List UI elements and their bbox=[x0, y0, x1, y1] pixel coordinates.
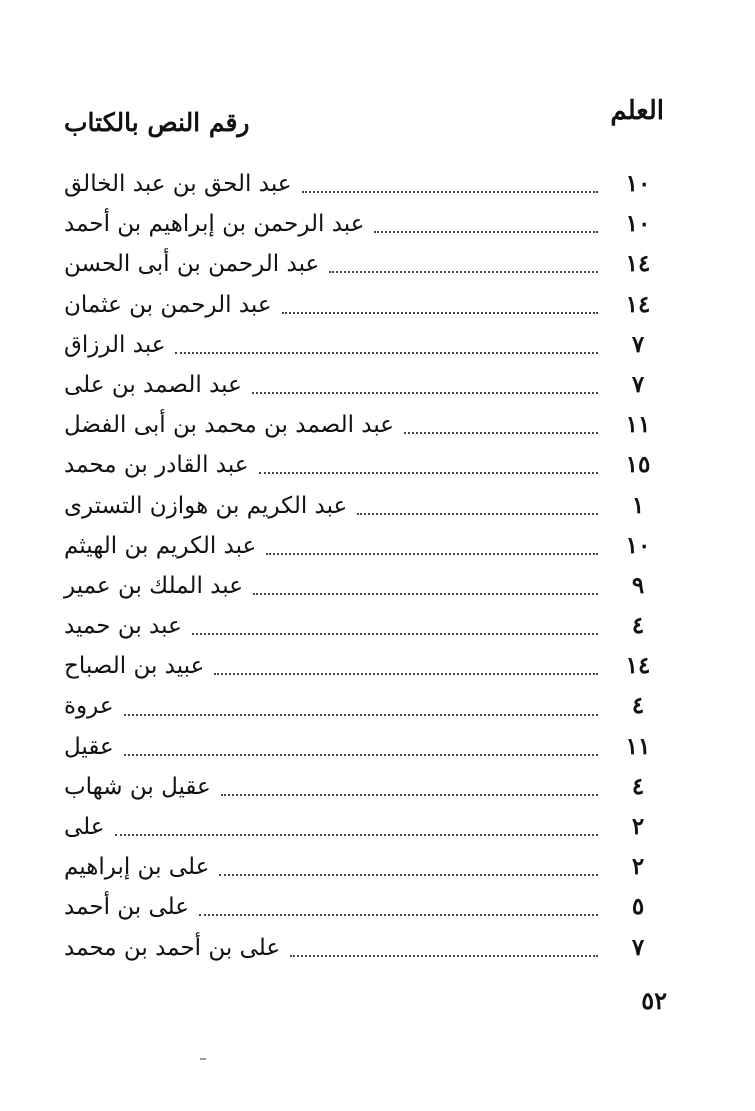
index-entry bbox=[64, 488, 664, 528]
entry-text-number: ١ bbox=[631, 491, 645, 519]
entry-name: عبد بن حميد bbox=[64, 613, 182, 640]
entry-text-number: ١٠ bbox=[625, 210, 651, 238]
entry-text-number: ١١ bbox=[625, 732, 651, 760]
entry-name: عبد الملك بن عمير bbox=[64, 572, 243, 599]
dot-leader bbox=[175, 352, 598, 354]
index-entry bbox=[64, 407, 664, 447]
entry-name: عبد القادر بن محمد bbox=[64, 452, 249, 479]
entry-text-number: ١٠ bbox=[625, 170, 651, 197]
entry-name: عروة bbox=[64, 693, 114, 720]
dot-leader bbox=[115, 834, 598, 836]
entry-name: على بن أحمد bbox=[64, 894, 190, 921]
dot-leader bbox=[192, 633, 598, 635]
entry-text-number: ١٥ bbox=[625, 451, 651, 479]
page-number: ٥٢ bbox=[641, 986, 667, 1015]
index-entry bbox=[64, 447, 664, 487]
index-entry bbox=[64, 648, 664, 688]
entry-name: عبد الكريم بن الهيثم bbox=[64, 532, 257, 559]
dot-leader bbox=[282, 312, 598, 314]
entry-text-number: ١٠ bbox=[625, 531, 651, 559]
index-entry bbox=[64, 930, 664, 970]
entry-text-number: ٩ bbox=[631, 571, 645, 599]
dot-leader bbox=[253, 593, 598, 595]
entry-name: عبد الرحمن بن أبى الحسن bbox=[64, 251, 320, 278]
entry-name: عبد الكريم بن هوازن التسترى bbox=[64, 492, 348, 519]
dot-leader bbox=[329, 271, 598, 273]
name-column-heading: العلم bbox=[610, 96, 664, 126]
dot-leader bbox=[302, 191, 599, 193]
scan-speck bbox=[200, 1058, 206, 1060]
index-entry bbox=[64, 889, 664, 929]
entry-name: عبد الصمد بن على bbox=[64, 371, 242, 398]
entry-text-number: ٤ bbox=[631, 692, 645, 720]
entry-name: عقيل بن شهاب bbox=[64, 773, 211, 800]
entry-name: على bbox=[64, 814, 105, 840]
dot-leader bbox=[290, 955, 598, 957]
entry-name: عبد الصمد بن محمد بن أبى الفضل bbox=[64, 412, 395, 439]
dot-leader bbox=[259, 472, 598, 474]
dot-leader bbox=[221, 794, 598, 796]
entry-text-number: ١٤ bbox=[625, 250, 651, 278]
name-index-list bbox=[64, 166, 664, 970]
entry-text-number: ١١ bbox=[625, 411, 651, 439]
index-entry bbox=[64, 206, 664, 246]
entry-text-number: ٥ bbox=[631, 893, 645, 921]
index-entry bbox=[64, 688, 664, 728]
index-entry bbox=[64, 769, 664, 809]
entry-text-number: ٢ bbox=[631, 853, 645, 881]
dot-leader bbox=[374, 231, 598, 233]
entry-name: على بن أحمد بن محمد bbox=[64, 934, 281, 961]
index-entry bbox=[64, 166, 664, 206]
index-entry bbox=[64, 568, 664, 608]
index-entry bbox=[64, 367, 664, 407]
entry-name: عبد الحق بن عبد الخالق bbox=[64, 171, 292, 197]
dot-leader bbox=[214, 673, 598, 675]
dot-leader bbox=[199, 914, 598, 916]
dot-leader bbox=[404, 432, 598, 434]
dot-leader bbox=[252, 392, 598, 394]
dot-leader bbox=[219, 874, 598, 876]
dot-leader bbox=[357, 513, 598, 515]
entry-name: عقيل bbox=[64, 733, 114, 760]
entry-name: على بن إبراهيم bbox=[64, 854, 210, 881]
entry-name: عبد الرحمن بن عثمان bbox=[64, 291, 272, 318]
entry-text-number: ٧ bbox=[631, 933, 645, 961]
dot-leader bbox=[124, 754, 598, 756]
index-entry bbox=[64, 327, 664, 367]
entry-text-number: ٧ bbox=[631, 330, 645, 358]
dot-leader bbox=[266, 553, 598, 555]
entry-text-number: ١٤ bbox=[625, 652, 651, 680]
entry-name: عبد الرزاق bbox=[64, 331, 166, 358]
index-header bbox=[64, 96, 664, 144]
entry-text-number: ٧ bbox=[631, 370, 645, 398]
entry-text-number: ٤ bbox=[631, 772, 645, 800]
index-entry bbox=[64, 528, 664, 568]
dot-leader bbox=[124, 714, 598, 716]
index-entry bbox=[64, 809, 664, 849]
index-entry bbox=[64, 287, 664, 327]
entry-text-number: ٢ bbox=[631, 813, 645, 840]
index-entry bbox=[64, 849, 664, 889]
entry-name: عبد الرحمن بن إبراهيم بن أحمد bbox=[64, 211, 365, 238]
entry-text-number: ١٤ bbox=[625, 290, 651, 318]
index-entry bbox=[64, 246, 664, 286]
index-entry bbox=[64, 608, 664, 648]
index-entry bbox=[64, 729, 664, 769]
number-column-heading: رقم النص بالكتاب bbox=[64, 108, 250, 137]
entry-name: عبيد بن الصباح bbox=[64, 653, 205, 680]
entry-text-number: ٤ bbox=[631, 612, 645, 640]
